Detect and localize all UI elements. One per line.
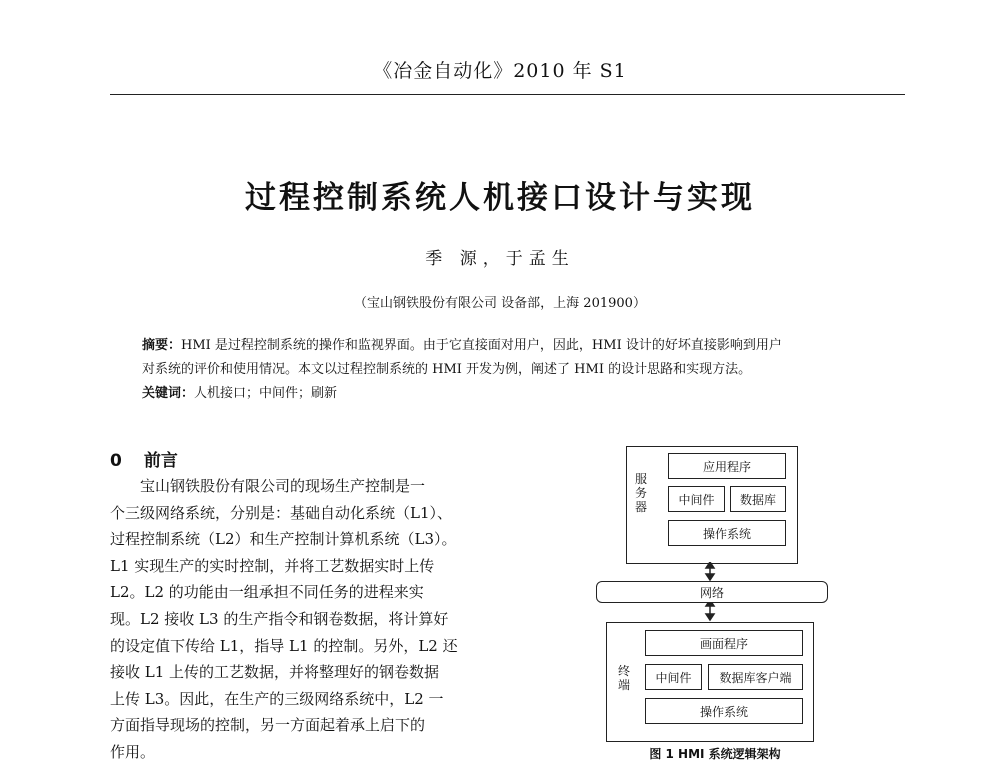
terminal-label: 终端 xyxy=(617,664,630,692)
client-middleware-box: 中间件 xyxy=(645,664,702,690)
screen-program-box: 画面程序 xyxy=(645,630,803,656)
paper-authors: 季 源，于孟生 xyxy=(425,249,575,269)
keywords-label: 关键词： xyxy=(142,386,195,401)
arrow-head-down-bottom xyxy=(706,614,714,620)
body-line: 作用。 xyxy=(110,742,156,761)
body-line: L2。L2 的功能由一组承担不同任务的进程来实 xyxy=(110,583,424,602)
db-client-box: 数据库客户端 xyxy=(708,664,803,690)
keywords-line xyxy=(142,382,882,406)
server-label: 服务器 xyxy=(634,472,647,514)
section-number: 0 xyxy=(110,451,122,471)
abstract-block xyxy=(142,334,882,406)
body-line: 个三级网络系统，分别是：基础自动化系统（L1）、 xyxy=(110,503,453,522)
body-line: 接收 L1 上传的工艺数据，并将整理好的钢卷数据 xyxy=(110,663,440,682)
middleware-box: 中间件 xyxy=(668,486,725,512)
journal-header: 《冶金自动化》2010 年 S1 xyxy=(373,60,627,82)
header-rule xyxy=(110,94,905,95)
arrow-head-down-top xyxy=(706,574,714,580)
paper-title: 过程控制系统人机接口设计与实现 xyxy=(245,180,755,216)
body-line: 的设定值下传给 L1，指导 L1 的控制。另外，L2 还 xyxy=(110,636,458,655)
body-line: L1 实现生产的实时控制，并将工艺数据实时上传 xyxy=(110,556,435,575)
section-heading xyxy=(110,446,200,471)
abstract-text-1: HMI 是过程控制系统的操作和监视界面。由于它直接面对用户，因此，HMI 设计的好坏直接影响到用户 xyxy=(181,338,782,353)
body-text xyxy=(110,473,495,766)
app-box: 应用程序 xyxy=(668,453,786,479)
body-line: 过程控制系统（L2）和生产控制计算机系统（L3）。 xyxy=(110,530,457,549)
body-line: 现。L2 接收 L3 的生产指令和钢卷数据，将计算好 xyxy=(110,609,449,628)
body-line: 上传 L3。因此，在生产的三级网络系统中，L2 一 xyxy=(110,689,444,708)
client-os-box: 操作系统 xyxy=(645,698,803,724)
arrow-head-up-top xyxy=(706,562,714,568)
abstract-line-2: 对系统的评价和使用情况。本文以过程控制系统的 HMI 开发为例，阐述了 HMI 的设计思路和实现方法。 xyxy=(142,362,752,377)
section-title: 前言 xyxy=(143,451,178,471)
keywords-text: 人机接口；中间件；刷新 xyxy=(194,386,338,401)
abstract-label: 摘要： xyxy=(142,338,182,353)
figure-caption: 图 1 HMI 系统逻辑架构 xyxy=(649,747,781,761)
network-box: 网络 xyxy=(596,581,828,603)
paper-affiliation: （宝山钢铁股份有限公司 设备部，上海 201900） xyxy=(354,296,646,311)
body-line: 宝山钢铁股份有限公司的现场生产控制是一 xyxy=(140,477,426,495)
body-line: 方面指导现场的控制，另一方面起着承上启下的 xyxy=(110,716,426,735)
abstract-line-1 xyxy=(142,334,882,358)
database-box: 数据库 xyxy=(730,486,786,512)
os-box: 操作系统 xyxy=(668,520,786,546)
